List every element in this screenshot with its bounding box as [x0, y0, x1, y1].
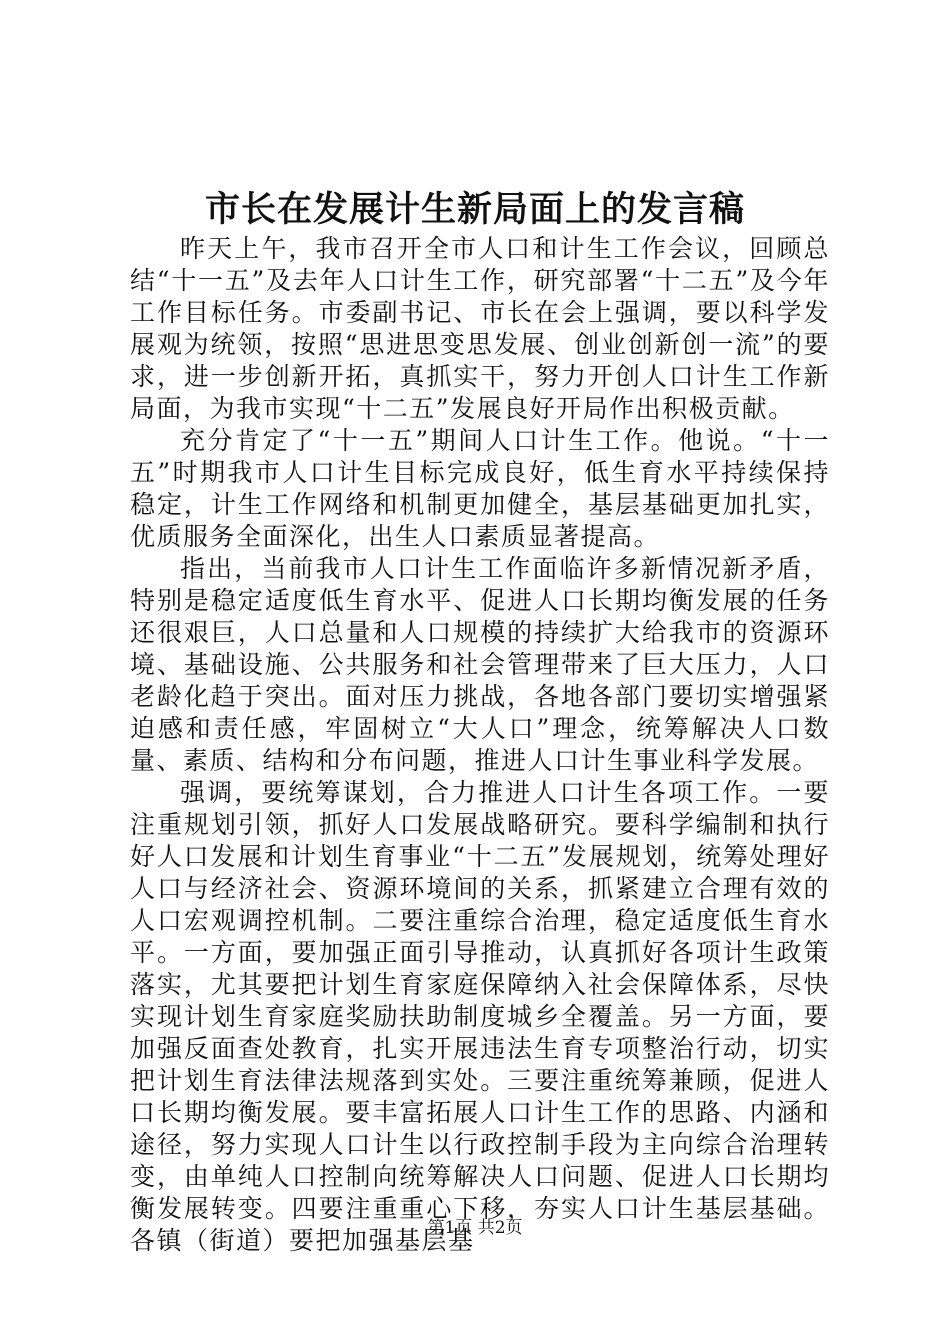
- paragraph-2: 充分肯定了“十一五”期间人口计生工作。他说。“十一五”时期我市人口计生目标完成良好，低生育水平持续保持稳定，计生工作网络和机制更加健全，基层基础更加扎实，优质服务全面深化，出生人口素质显著提高。: [130, 426, 830, 551]
- document-body: [130, 233, 830, 1257]
- paragraph-4: 强调，要统筹谋划，合力推进人口计生各项工作。一要注重规划引领，抓好人口发展战略研究。要科学编制和执行好人口发展和计划生育事业“十二五”发展规划，统筹处理好人口与经济社会、资源环境间的关系，抓紧建立合理有效的人口宏观调控机制。二要注重综合治理，稳定适度低生育水平。一方面，要加强正面引导推动，认真抓好各项计生政策落实，尤其要把计划生育家庭保障纳入社会保障体系，尽快实现计划生育家庭奖励扶助制度城乡全覆盖。另一方面，要加强反面查处教育，扎实开展违法生育专项整治行动，切实把计划生育法律法规落到实处。三要注重统筹兼顾，促进人口长期均衡发展。要丰富拓展人口计生工作的思路、内涵和途径，努力实现人口计生以行政控制手段为主向综合治理转变，由单纯人口控制向统筹解决人口问题、促进人口长期均衡发展转变。四要注重重心下移，夯实人口计生基层基础。各镇（街道）要把加强基层基: [130, 778, 830, 1255]
- page-footer: 第1页 共2页: [427, 1218, 523, 1238]
- paragraph-3: 指出，当前我市人口计生工作面临许多新情况新矛盾，特别是稳定适度低生育水平、促进人口长期均衡发展的任务还很艰巨，人口总量和人口规模的持续扩大给我市的资源环境、基础设施、公共服务和社会管理带来了巨大压力，人口老龄化趋于突出。面对压力挑战，各地各部门要切实增强紧迫感和责任感，牢固树立“大人口”理念，统筹解决人口数量、素质、结构和分布问题，推进人口计生事业科学发展。: [130, 554, 830, 775]
- document-title: 市长在发展计生新局面上的发言稿: [204, 189, 745, 230]
- paragraph-1: 昨天上午，我市召开全市人口和计生工作会议，回顾总结“十一五”及去年人口计生工作，研究部署“十二五”及今年工作目标任务。市委副书记、市长在会上强调，要以科学发展观为统领，按照“思进思变思发展、创业创新创一流”的要求，进一步创新开拓，真抓实干，努力开创人口计生工作新局面，为我市实现“十二五”发展良好开局作出积极贡献。: [130, 234, 830, 423]
